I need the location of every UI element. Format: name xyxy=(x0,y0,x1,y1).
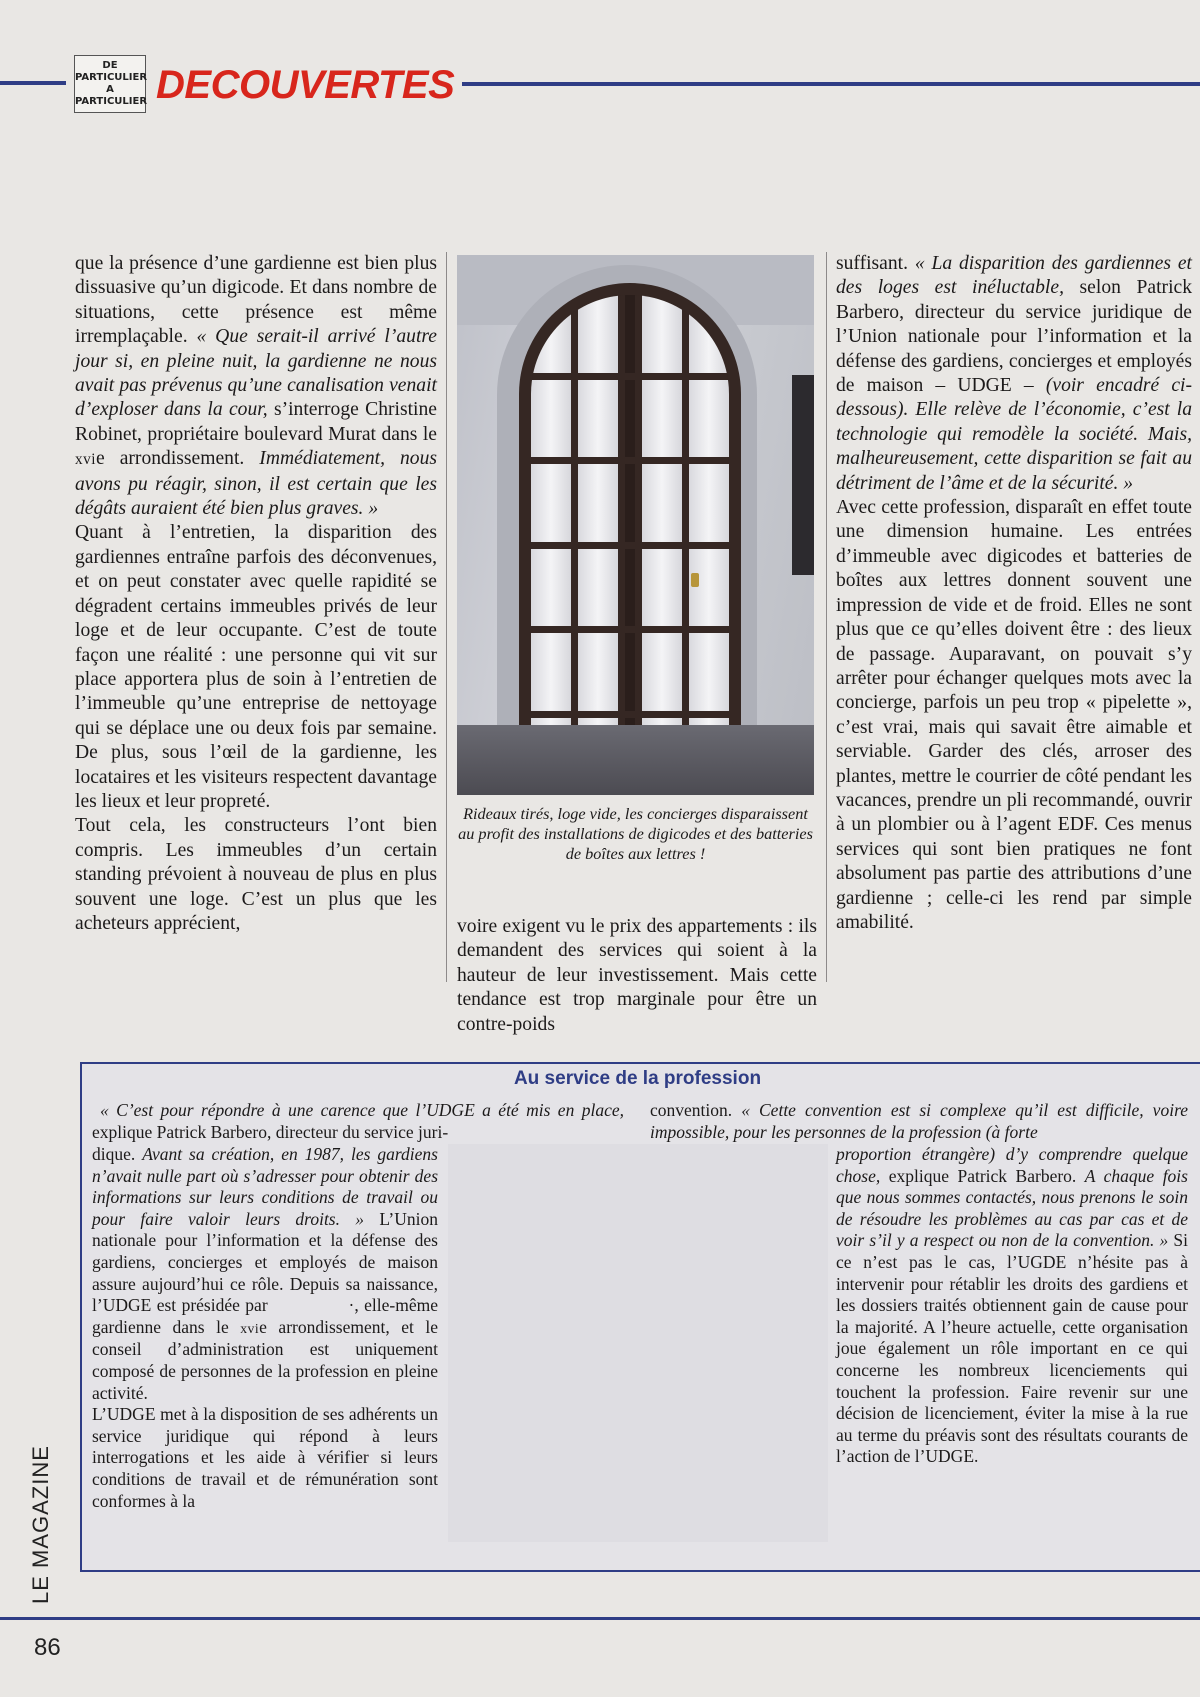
magazine-side-label: LE MAGAZINE xyxy=(28,1445,53,1604)
publication-logo xyxy=(74,55,146,113)
text-run: « Cette convention est si complexe qu’il est difficile, voire impossible, pour les personnes de la profession (à forte xyxy=(650,1100,1188,1142)
text-run: explique Patrick Barbero, directeur du service juri- xyxy=(92,1121,449,1142)
logo-line: PARTICULIER xyxy=(75,96,148,107)
column-divider xyxy=(826,252,827,982)
article-column-1 xyxy=(75,252,437,936)
text-run: Tout cela, les constructeurs l’ont bien compris. Les immeubles d’un certain standing prévoient à nouveau de plus en plus souvent une loge. C’est un plus que les acheteurs apprécient, xyxy=(75,815,437,934)
text-run: convention. xyxy=(650,1100,742,1120)
box-text-right xyxy=(836,1144,1188,1468)
text-run: selon Patrick Barbero, directeur du service juridique de l’Union nationale pour l’information et la défense des gardiens, concierges et employés de maison – UDGE – xyxy=(836,277,1193,397)
box-text-top-right xyxy=(650,1100,1188,1143)
text-run: dique. xyxy=(92,1144,143,1164)
text-run: suffisant. xyxy=(836,253,915,274)
article-column-2 xyxy=(457,915,817,1037)
text-run: proportion étrangère) d’y comprendre quelque chose, xyxy=(836,1144,1188,1186)
footer-rule xyxy=(0,1617,1200,1620)
text-run: « C’est pour répondre à une carence que l’UDGE a été mis en place, xyxy=(100,1100,624,1120)
text-run: (voir encadré ci-dessous). Elle relève de l’économie, c’est la technologie qui remodèle la société. Mais, malheureusement, cette disparition se fait au détriment de l’âme et de la sécurité. » xyxy=(836,375,1192,494)
text-run: e arrondissement. xyxy=(96,448,260,470)
box-text-left xyxy=(92,1144,438,1512)
photo-caption: Rideaux tirés, loge vide, les concierges disparaissent au profit des installations de digicodes et des batteries de boîtes aux lettres ! xyxy=(458,804,813,863)
box-text-top-left xyxy=(92,1100,624,1143)
text-run: Avant sa création, en 1987, les gardiens n’avait nulle part où s’adresser pour obtenir des informations sur leurs conditions de travail ou pour faire valoir leurs droits. » xyxy=(92,1144,438,1229)
text-run: Avec cette profession, disparaît en effet toute une dimension humaine. Les entrées d’immeuble avec digicodes et batteries de boîtes aux lettres donnent souvent une impression de vide et de froid. Elles ne sont plus que ce qu’elles doivent être : des lieux de passage. Auparavant, on pouvait s’y arrêter pour échanger quelques mots avec la concierge, parfois un peu trop « pipelette », c’est vrai, mais qui savait être aimable et serviable. Garder des clés, arroser des plantes, mettre le courrier de côté pendant les vacances, prendre un pli recommandé, ouvrir à un plombier ou à l’agent EDF. Ces menus services qui sont bien pratiques ne font absolument pas partie des attributions d’une gardienne ; celle-ci les rend par simple amabilité. xyxy=(836,497,1192,933)
text-run: Immédiatement, nous avons pu réagir, sinon, il est certain que les dégâts auraient été bien plus graves. » xyxy=(75,448,437,520)
text-run: « La disparition des gardiennes et des loges est inéluctable, xyxy=(836,253,1192,299)
text-run: Si ce n’est pas le cas, l’UGDE n’hésite pas à intervenir pour rétablir les droits des gardiens et les dossiers traités obtiennent gain de cause pour la majorité. A l’heure actuelle, cette organisation joue également un rôle important en ce qui concerne les nombreux licenciements qui touchent la profession. Faire revenir sur une décision de licenciement, éviter la mise à la rue au terme du préavis sont des résultats courants de l’action de l’UDGE. xyxy=(836,1230,1188,1467)
text-run: que la présence d’une gardienne est bien plus dissuasive qu’un digicode. Et dans nombre de situations, cette présence est même irremplaçable. xyxy=(75,253,437,348)
text-run: ·, elle-même gardienne dans le xyxy=(92,1295,438,1337)
text-run: e arrondissement, et le conseil d’administration est uniquement composé de personnes de la profession en pleine activité. xyxy=(92,1316,438,1403)
page-number: 86 xyxy=(34,1634,61,1661)
text-run: explique Patrick Barbero. xyxy=(880,1165,1085,1186)
box-title: Au service de la profession xyxy=(513,1068,762,1089)
section-title: DECOUVERTES xyxy=(156,63,455,107)
text-run: « Que serait-il arrivé l’autre jour si, en pleine nuit, la gardienne ne nous avait pas prévenus qu’une canalisation venait d’exploser dans la cour, xyxy=(75,326,437,421)
text-run: Quant à l’entretien, la disparition des gardiennes entraîne parfois des déconvenues, et on peut constater avec quelle rapidité se dégradent certains immeubles privés de leur loge et de leur occupante. C’est de toute façon une réalité : une personne qui vit sur place apportera plus de soin à l’entretien de l’immeuble qu’une entreprise de nettoyage qui se déplace une ou deux fois par semaine. De plus, sous l’œil de la gardienne, les locataires et les visiteurs respectent davantage les lieux et leur propreté. xyxy=(75,522,437,812)
text-run: voire exigent vu le prix des appartements : ils demandent des services qui soient à la hauteur de leur investissement. Mais cette tendance est trop marginale pour être un contre-poids xyxy=(457,916,817,1035)
text-run: L’Union nationale pour l’information et la défense des gardiens, concierges et employés de maison assure aujourd’hui ce rôle. Depuis sa naissance, l’UDGE est présidée par xyxy=(92,1208,438,1316)
article-photo xyxy=(457,255,814,795)
logo-line: DE xyxy=(102,60,118,71)
logo-line: PARTICULIER xyxy=(75,72,148,83)
text-run: xvi xyxy=(75,451,97,469)
text-run: L’UDGE met à la disposition de ses adhérents un service juridique qui répond à leurs interrogations et les aide à vérifier si leurs conditions de travail et de rémunération sont conformes à la xyxy=(92,1404,438,1511)
article-column-3 xyxy=(836,252,1192,935)
logo-line: A xyxy=(106,84,114,95)
header-rule-right xyxy=(462,82,1200,86)
column-divider xyxy=(446,252,447,982)
text-run: A chaque fois que nous sommes contactés, nous prenons le soin de résoudre les problèmes au cas par cas et de voir s’il y a respect ou non de la convention. » xyxy=(836,1165,1188,1251)
header-rule-left xyxy=(0,81,66,85)
door-illustration xyxy=(519,283,741,795)
box-image-area xyxy=(448,1144,828,1542)
text-run: s’interroge Christine Robinet, propriétaire boulevard Murat dans le xyxy=(75,399,437,445)
text-run: xvi xyxy=(240,1320,260,1336)
